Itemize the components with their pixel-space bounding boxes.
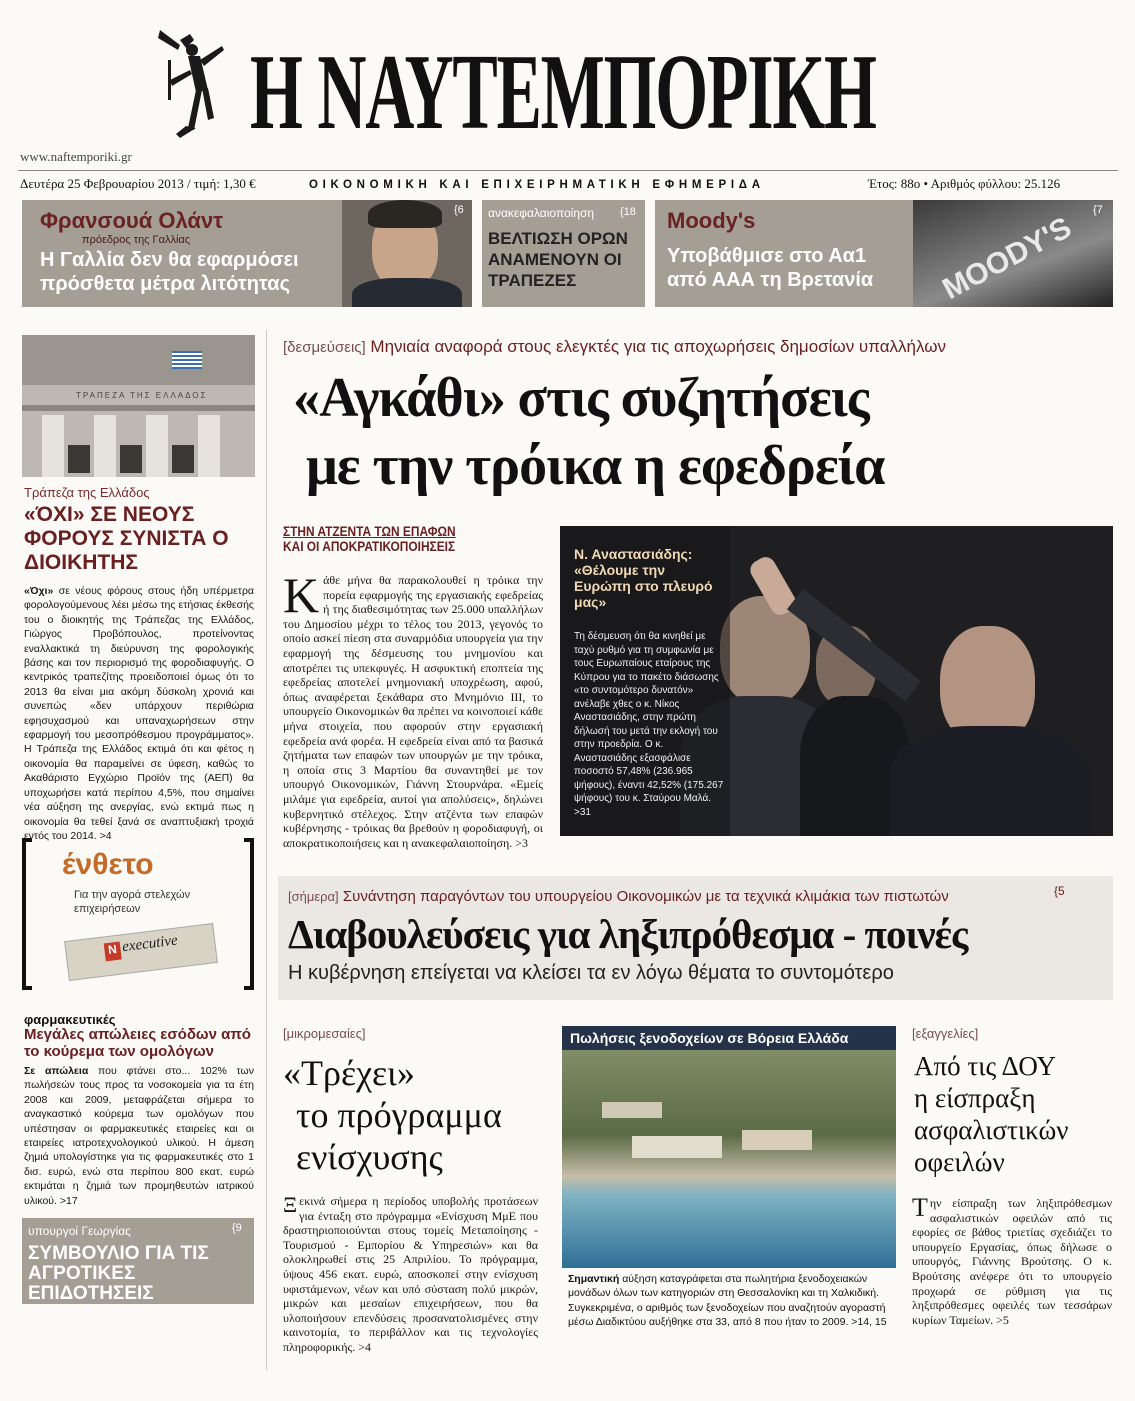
bank-body: «Όχι» σε νέους φόρους στους ήδη υπέρμετρα φορολογούμενους λέει μέσω της ετήσιας έκθεσής του ο διοικητής της Τράπεζας της Ελλάδος, Γιώργος Προβόπουλος, προτείνοντας εναλλακτικά τη διεύρυνση της φορολογικής βάσης και τον περιορισμό της φοροδιαφυγής. Ο κεντρικός τραπεζίτης προειδοποιεί όμως ότι το 2013 θα είναι μια ακόμη δύσκολη χρονιά και συνεπώς «δεν υπάρχουν περιθώρια εφησυχασμού και υπαναχωρήσεων στην εφαρμογή του μεσοπρόθεσμου προγράμματος». Η Τράπεζα της Ελλάδος εκτιμά ότι και φέτος η οικονομία θα παραμείνει σε ύφεση, καθώς το Ακαθάριστο Εγχώριο Προϊόν της (ΑΕΠ) θα υποχωρήσει κατά περίπου 4,5%, που σημαίνει νέα αύξηση της ανεργίας, ενώ εκτιμά πως η οικονομία θα τεθεί ξανά σε αναπτυξιακή τροχιά εντός του 2014. >4 — [24, 585, 254, 842]
consult-deck: Συνάντηση παραγόντων του υπουργείου Οικονομικών με τα τεχνικά κλιμάκια των πιστωτών — [342, 888, 949, 905]
main-dropcap: Κ — [283, 567, 320, 623]
main-deck: Μηνιαία αναφορά στους ελεγκτές για τις αποχωρήσεις δημοσίων υπαλλήλων — [370, 337, 947, 356]
bank-kicker: Τράπεζα της Ελλάδος — [24, 485, 150, 500]
pharma-body: Σε απώλεια που φτάνει στο... 102% των πωλήσεών τους προς τα νοσοκομεία για τα έτη 2008 και 2009, μεταφράζεται σήμερα το αναγκαστικό κούρεμα των ομολόγων που υπέστησαν οι φαρμακευτικές εταιρείες και οι εταιρείες ιατροτεχνολογικού υλικού. Η άμεση ζημιά υπολογίστηκε για τις φαρμακευτικές στο 1 δισ. ευρώ, ενώ στα περίπου 800 εκατ. ευρώ εκτιμάται η ζημιά των προμηθευτών ιατρικού υλικού. >17 — [24, 1065, 255, 1207]
sme-dropcap: Ξ — [283, 1192, 298, 1217]
consult-headline: Διαβουλεύσεις για ληξιπρόθεσμα - ποινές — [288, 911, 968, 957]
insurance-tag: [εξαγγελίες] — [912, 1026, 979, 1041]
agri-headline: ΣΥΜΒΟΥΛΙΟ ΓΙΑ ΤΙΣ ΑΓΡΟΤΙΚΕΣ ΕΠΙΔΟΤΗΣΕΙΣ — [28, 1243, 209, 1304]
teaser-banks[interactable] — [482, 200, 645, 307]
moodys-headline: Υποβάθμισε στο Αα1 από ΑΑΑ τη Βρετανία — [667, 245, 874, 291]
cyprus-headline: Ν. Αναστασιάδης: «Θέλουμε την Ευρώπη στο πλευρό μας» — [574, 546, 713, 610]
subtitle: ΟΙΚΟΝΟΜΙΚΗ ΚΑΙ ΕΠΙΧΕΙΡΗΜΑΤΙΚΗ ΕΦΗΜΕΡΙΔΑ — [309, 179, 765, 191]
banks-page: {18 — [620, 206, 636, 218]
consult-deck-line — [288, 888, 949, 905]
consult-sub: Η κυβέρνηση επείγεται να κλείσει τα εν λόγω θέματα το συντομότερο — [288, 962, 894, 984]
main-deck-line — [283, 337, 946, 357]
pharma-headline: Μεγάλες απώλειες εσόδων από το κούρεμα των ομολόγων — [24, 1026, 251, 1060]
hotels-photo — [562, 1026, 896, 1268]
bracket-right — [244, 838, 254, 990]
hollande-page: {6 — [454, 204, 464, 216]
issue-number: Έτος: 88ο • Αριθμός φύλλου: 25.126 — [868, 176, 1061, 191]
column-rule — [266, 330, 267, 1370]
insurance-dropcap: Τ — [912, 1193, 928, 1222]
insert-subtitle: Για την αγορά στελεχών επιχειρήσεων — [74, 889, 191, 915]
teaser-moodys[interactable] — [655, 200, 1113, 307]
hollande-role: πρόεδρος της Γαλλίας — [82, 234, 191, 246]
hollande-headline: Η Γαλλία δεν θα εφαρμόσει πρόσθετα μέτρα λιτότητας — [40, 249, 299, 295]
bank-lead: «Όχι» — [24, 585, 54, 597]
executive-mark: N — [104, 942, 122, 962]
rule-top — [18, 170, 1118, 171]
hotels-lead: Σημαντική — [568, 1273, 620, 1285]
teaser-hollande[interactable] — [22, 200, 472, 307]
pharma-kicker: φαρμακευτικές — [24, 1012, 116, 1027]
hotels-headline-bar — [562, 1026, 896, 1050]
bank-photo-caption: ΤΡΑΠΕΖΑ ΤΗΣ ΕΛΛΑΔΟΣ — [76, 391, 208, 400]
moodys-page: {7 — [1093, 204, 1103, 216]
moodys-name: Moody's — [667, 208, 756, 233]
insert-box[interactable] — [22, 838, 254, 990]
cyprus-body: Τη δέσμευση ότι θα κινηθεί με ταχύ ρυθμό για τη συμφωνία με τους Ευρωπαίους εταίρους της Κύπρου για το πακέτο διάσωσης «το συντομότερο δυνατόν» ανέλαβε χθες ο κ. Νίκος Αναστασιάδης, στην πρώτη δήλωσή του μετά την εκλογή του στην προεδρία. Ο κ. Αναστασιάδης εξασφάλισε ποσοστό 57,48% (236.965 ψήφους), έναντι 42,52% (175.267 ψήφους) του κ. Σταύρου Μαλά. >31 — [574, 631, 724, 818]
main-headline-1: «Αγκάθι» στις συζητήσεις — [293, 367, 869, 429]
sme-tag: [μικρομεσαίες] — [283, 1026, 366, 1041]
moodys-photo — [913, 200, 1113, 307]
insert-title: ένθετο — [62, 848, 154, 881]
agri-kicker: υπουργοί Γεωργίας — [28, 1224, 131, 1238]
main-headline-2: με την τρόικα η εφεδρεία — [306, 435, 885, 497]
sme-headline-1: «Τρέχει» — [283, 1053, 415, 1093]
insurance-headline-1: Από τις ΔΟΥ — [914, 1051, 1056, 1081]
website: www.naftemporiki.gr — [20, 149, 132, 164]
pharma-lead: Σε απώλεια — [24, 1065, 89, 1077]
banks-headline: ΒΕΛΤΙΩΣΗ ΟΡΩΝ ΑΝΑΜΕΝΟΥΝ ΟΙ ΤΡΑΠΕΖΕΣ — [488, 229, 628, 290]
hotels-headline: Πωλήσεις ξενοδοχείων σε Βόρεια Ελλάδα — [570, 1030, 849, 1046]
executive-label: executive — [121, 932, 179, 956]
banks-kicker: ανακεφαλαιοποίηση — [488, 206, 595, 220]
masthead-title: Η ΝΑΥΤΕΜΠΟΡΙΚΗ — [250, 33, 876, 152]
hollande-photo — [342, 200, 472, 307]
masthead — [0, 0, 1135, 195]
agri-page: {9 — [232, 1222, 242, 1234]
hermes-logo — [150, 20, 235, 150]
insurance-headline — [914, 1050, 1114, 1178]
date-price: Δευτέρα 25 Φεβρουαρίου 2013 / τιμή: 1,30 € — [20, 176, 256, 191]
hotels-body: Σημαντική αύξηση καταγράφεται στα πωλητήρια ξενοδοχειακών μονάδων όλων των κατηγοριών στη Θεσσαλονίκη και τη Χαλκιδική. Συγκεκριμένα, ο αριθμός των ξενοδοχείων που αναζητούν αγοραστή μέσω Διαδικτύου αυξήθηκε στα 33, από 8 που ήταν το 2009. >14, 15 — [568, 1273, 887, 1329]
consult-tag: [σήμερα] — [288, 889, 339, 904]
consult-page: {5 — [1054, 884, 1065, 898]
bank-headline: «ΌΧΙ» ΣΕ ΝΕΟΥΣ ΦΟΡΟΥΣ ΣΥΝΙΣΤΑ Ο ΔΙΟΙΚΗΤΗΣ — [24, 503, 229, 574]
hollande-name: Φρανσουά Ολάντ — [40, 208, 224, 233]
sme-headline-2: το πρόγραμμα — [296, 1095, 502, 1135]
teaser-agri[interactable] — [22, 1218, 254, 1304]
sme-body: Ξεκινά σήμερα η περίοδος υποβολής προτάσεων για ένταξη στο πρόγραμμα «Ενίσχυση ΜμΕ που δραστηριοποιούνται στους τομείς Μεταποίησης - Τουρισμού - Εμπορίου & Υπηρεσιών» και θα ολοκληρωθεί στις 25 Απριλίου. Το πρόγραμμα, ύψους 456 εκατ. ευρώ, αποσκοπεί στην ενίσχυση υφιστάμενων, νέων και υπό σύσταση πολύ μικρών, μικρών και μεσαίων επιχειρήσεων, που θα υλοποιήσουν επενδύσεις προσανατολισμένες στην καινοτομία, το περιβάλλον και τις τεχνολογίες πληροφορικής. >4 — [283, 1192, 538, 1354]
cyprus-box — [560, 526, 730, 836]
insurance-headline-2: η είσπραξη — [914, 1083, 1036, 1113]
main-sub-2: ΚΑΙ ΟΙ ΑΠΟΚΡΑΤΙΚΟΠΟΙΗΣΕΙΣ — [283, 538, 456, 554]
executive-magazine — [64, 923, 218, 981]
moodys-photo-text: MOODY'S — [937, 211, 1077, 307]
insurance-headline-3: ασφαλιστικών — [914, 1115, 1069, 1145]
main-tag: [δεσμεύσεις] — [283, 339, 366, 356]
bracket-left — [22, 838, 32, 990]
insurance-headline-4: οφειλών — [914, 1147, 1005, 1177]
main-body: Κάθε μήνα θα παρακολουθεί η τρόικα την πορεία εφαρμογής της εργασιακής εφεδρείας ή της διαθεσιμότητας των 25.000 υπαλλήλων του Δημοσίου μέχρι το τέλος του 2013, γεγονός το οποίο ασκεί πίεση στα συναρμόδια υπουργεία για την εφαρμογή της δέσμευσης του μνημονίου και αποτρέπει τις υπεκφυγές. Η ασφυκτική εποπτεία της εφεδρείας αποτελεί μνημονιακή υποχρέωση, αφού, όπως αναφέρεται ξεκάθαρα στο Μνημόνιο ΙΙΙ, το υπουργείο Οικονομικών θα πρέπει να κοινοποιεί κάθε μήνα στοιχεία, που αφορούν στην εργασιακή εφεδρεία ανά φορέα. Η εφεδρεία είναι από τα βασικά ζητήματα των επαφών των υπουργών με την τρόικα, η οποία στις 3 Μαρτίου θα συναντηθεί με τον υπουργό Οικονομικών, Γιάννη Στουρνάρα. «Εμείς μιλάμε για εφεδρεία, αυτοί για απολύσεις», δηλώνει κυβερνητικό στέλεχος. Στην ατζέντα των επαφών κυβέρνησης - τρόικας θα βρεθούν η φοροδιαφυγή, οι αποκρατικοποιήσεις και η ανακεφαλαιοποίηση. >3 — [283, 567, 543, 850]
insurance-body: Την είσπραξη των ληξιπρόθεσμων ασφαλιστικών οφειλών από τις εφορίες σε βάθος τριετίας σχεδιάζει το υπουργείο Εργασίας, όπως δήλωσε ο υπουργός, Γιάννης Βρούτσης. Ο κ. Βρούτσης ανέφερε ότι το υπουργείο προχωρά σε ρύθμιση για τις ληξιπρόθεσμες οφειλές των τεσσάρων κυρίων Ταμείων. >5 — [912, 1193, 1112, 1327]
bank-of-greece-photo — [22, 335, 255, 477]
main-sub-1: ΣΤΗΝ ΑΤΖΕΝΤΑ ΤΩΝ ΕΠΑΦΩΝ — [283, 523, 456, 539]
sme-headline-3: ενίσχυσης — [296, 1137, 443, 1177]
